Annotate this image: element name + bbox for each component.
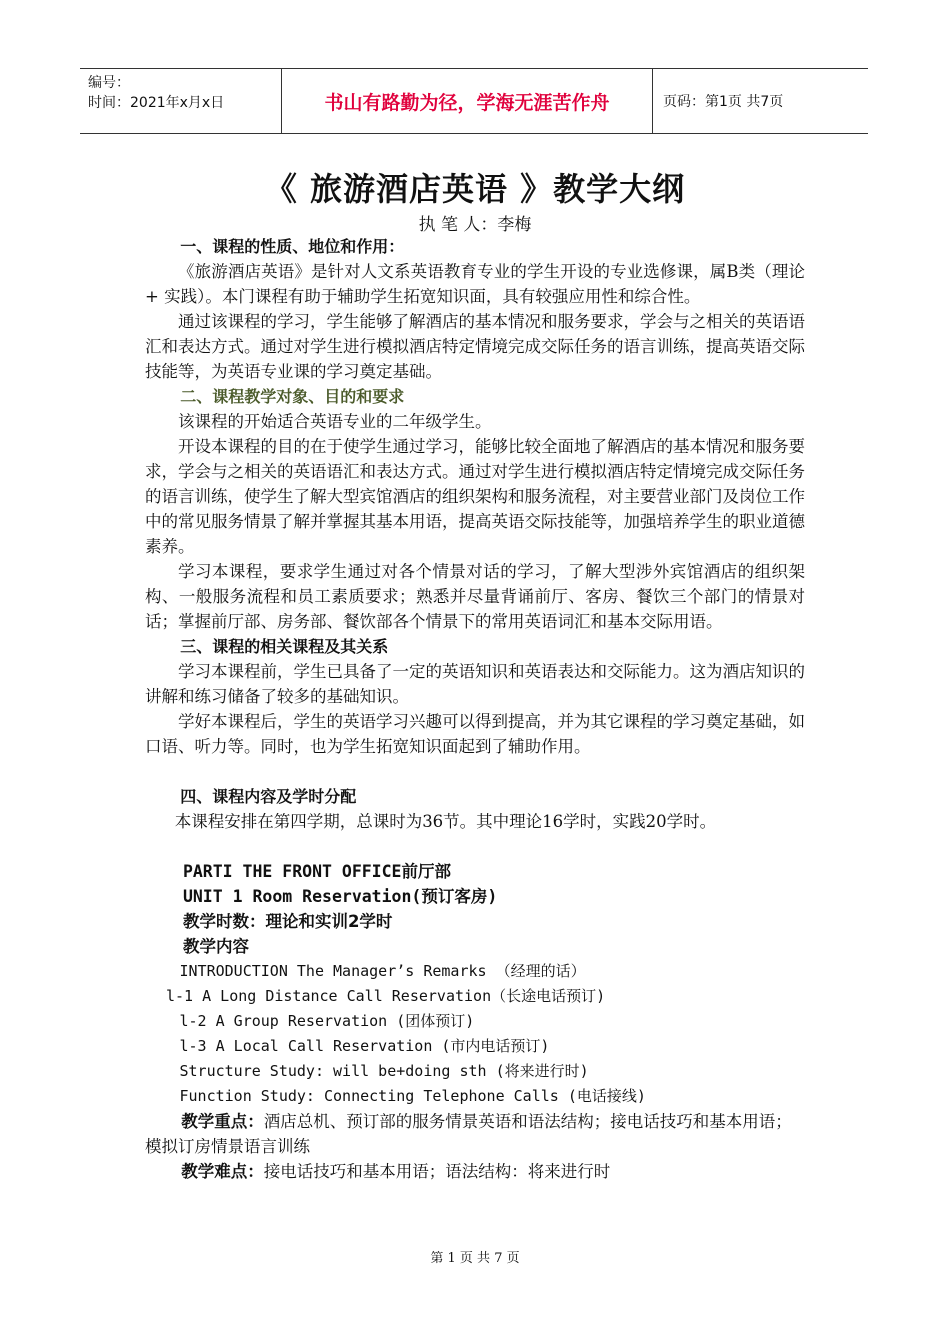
header-meta [80, 69, 282, 133]
section-2-heading: 二、课程教学对象、目的和要求 [180, 387, 405, 406]
time-label: 时间：2021年x月x日 [88, 95, 225, 111]
difficult-text: 接电话技巧和基本用语；语法结构：将来进行时 [263, 1162, 611, 1181]
key-text: 酒店总机、预订部的服务情景英语和语法结构；接电话技巧和基本用语；模拟订房情景语言训练 [145, 1112, 792, 1156]
unit-item: Function Study: Connecting Telephone Calls (电话接线) [179, 1087, 646, 1105]
difficult-label: 教学难点： [181, 1162, 264, 1181]
content-label: 教学内容 [182, 937, 249, 956]
unit-item: l-1 A Long Distance Call Reservation（长途电话预订) [166, 987, 606, 1005]
paragraph: 本课程安排在第四学期，总课时为36节。其中理论16学时，实践20学时。 [174, 812, 717, 831]
difficult-points [145, 1159, 805, 1184]
page-footer: 第 1 页 共 7 页 [430, 1251, 520, 1266]
section-3-heading: 三、课程的相关课程及其关系 [180, 637, 389, 656]
author-line: 执 笔 人：李梅 [418, 215, 532, 235]
paragraph: 该课程的开始适合英语专业的二年级学生。 [178, 412, 492, 431]
unit-item: l-3 A Local Call Reservation (市内电话预订) [179, 1037, 550, 1055]
motto: 书山有路勤为径，学海无涯苦作舟 [282, 69, 653, 133]
section-1-heading: 一、课程的性质、地位和作用： [180, 237, 405, 256]
document-body [145, 234, 805, 1184]
part-heading: PARTI THE FRONT OFFICE前厅部 [182, 862, 451, 881]
unit-item: INTRODUCTION The Manager’s Remarks （经理的话） [179, 962, 586, 980]
paragraph: 学好本课程后，学生的英语学习兴趣可以得到提高，并为其它课程的学习奠定基础，如口语、听力等。同时，也为学生拓宽知识面起到了辅助作用。 [145, 712, 805, 756]
paragraph: 《旅游酒店英语》是针对人文系英语教育专业的学生开设的专业选修课，属B类（理论+ 实践）。本门课程有助于辅助学生拓宽知识面，具有较强应用性和综合性。 [145, 262, 805, 306]
unit-heading: UNIT 1 Room Reservation(预订客房) [182, 887, 498, 906]
unit-item: Structure Study: will be+doing sth (将来进行时) [179, 1062, 589, 1080]
number-label: 编号： [88, 75, 130, 91]
key-points [145, 1109, 805, 1159]
paragraph: 学习本课程前，学生已具备了一定的英语知识和英语表达和交际能力。这为酒店知识的讲解和练习储备了较多的基础知识。 [145, 662, 805, 706]
paragraph: 学习本课程，要求学生通过对各个情景对话的学习，了解大型涉外宾馆酒店的组织架构、一般服务流程和员工素质要求；熟悉并尽量背诵前厅、客房、餐饮三个部门的情景对话；掌握前厅部、房务部、餐饮部各个情景下的常用英语词汇和基本交际用语。 [145, 562, 805, 631]
page-info: 页码：第1页 共7页 [663, 94, 784, 110]
unit-item: l-2 A Group Reservation (团体预订) [179, 1012, 475, 1030]
document-header [80, 68, 868, 134]
paragraph: 开设本课程的目的在于使学生通过学习，能够比较全面地了解酒店的基本情况和服务要求，学会与之相关的英语语汇和表达方式。通过对学生进行模拟酒店特定情境完成交际任务的语言训练，使学生了解大型宾馆酒店的组织架构和服务流程，对主要营业部门及岗位工作中的常见服务情景了解并掌握其基本用语，提高英语交际技能等，加强培养学生的职业道德素养。 [145, 437, 805, 556]
section-4-heading: 四、课程内容及学时分配 [180, 787, 357, 806]
key-label: 教学重点： [181, 1112, 264, 1131]
teaching-hours: 教学时数：理论和实训2学时 [182, 912, 393, 931]
paragraph: 通过该课程的学习，学生能够了解酒店的基本情况和服务要求，学会与之相关的英语语汇和表达方式。通过对学生进行模拟酒店特定情境完成交际任务的语言训练，提高英语交际技能等，为英语专业课的学习奠定基础。 [145, 312, 805, 381]
document-title: 《 旅游酒店英语 》教学大纲 [264, 170, 686, 208]
